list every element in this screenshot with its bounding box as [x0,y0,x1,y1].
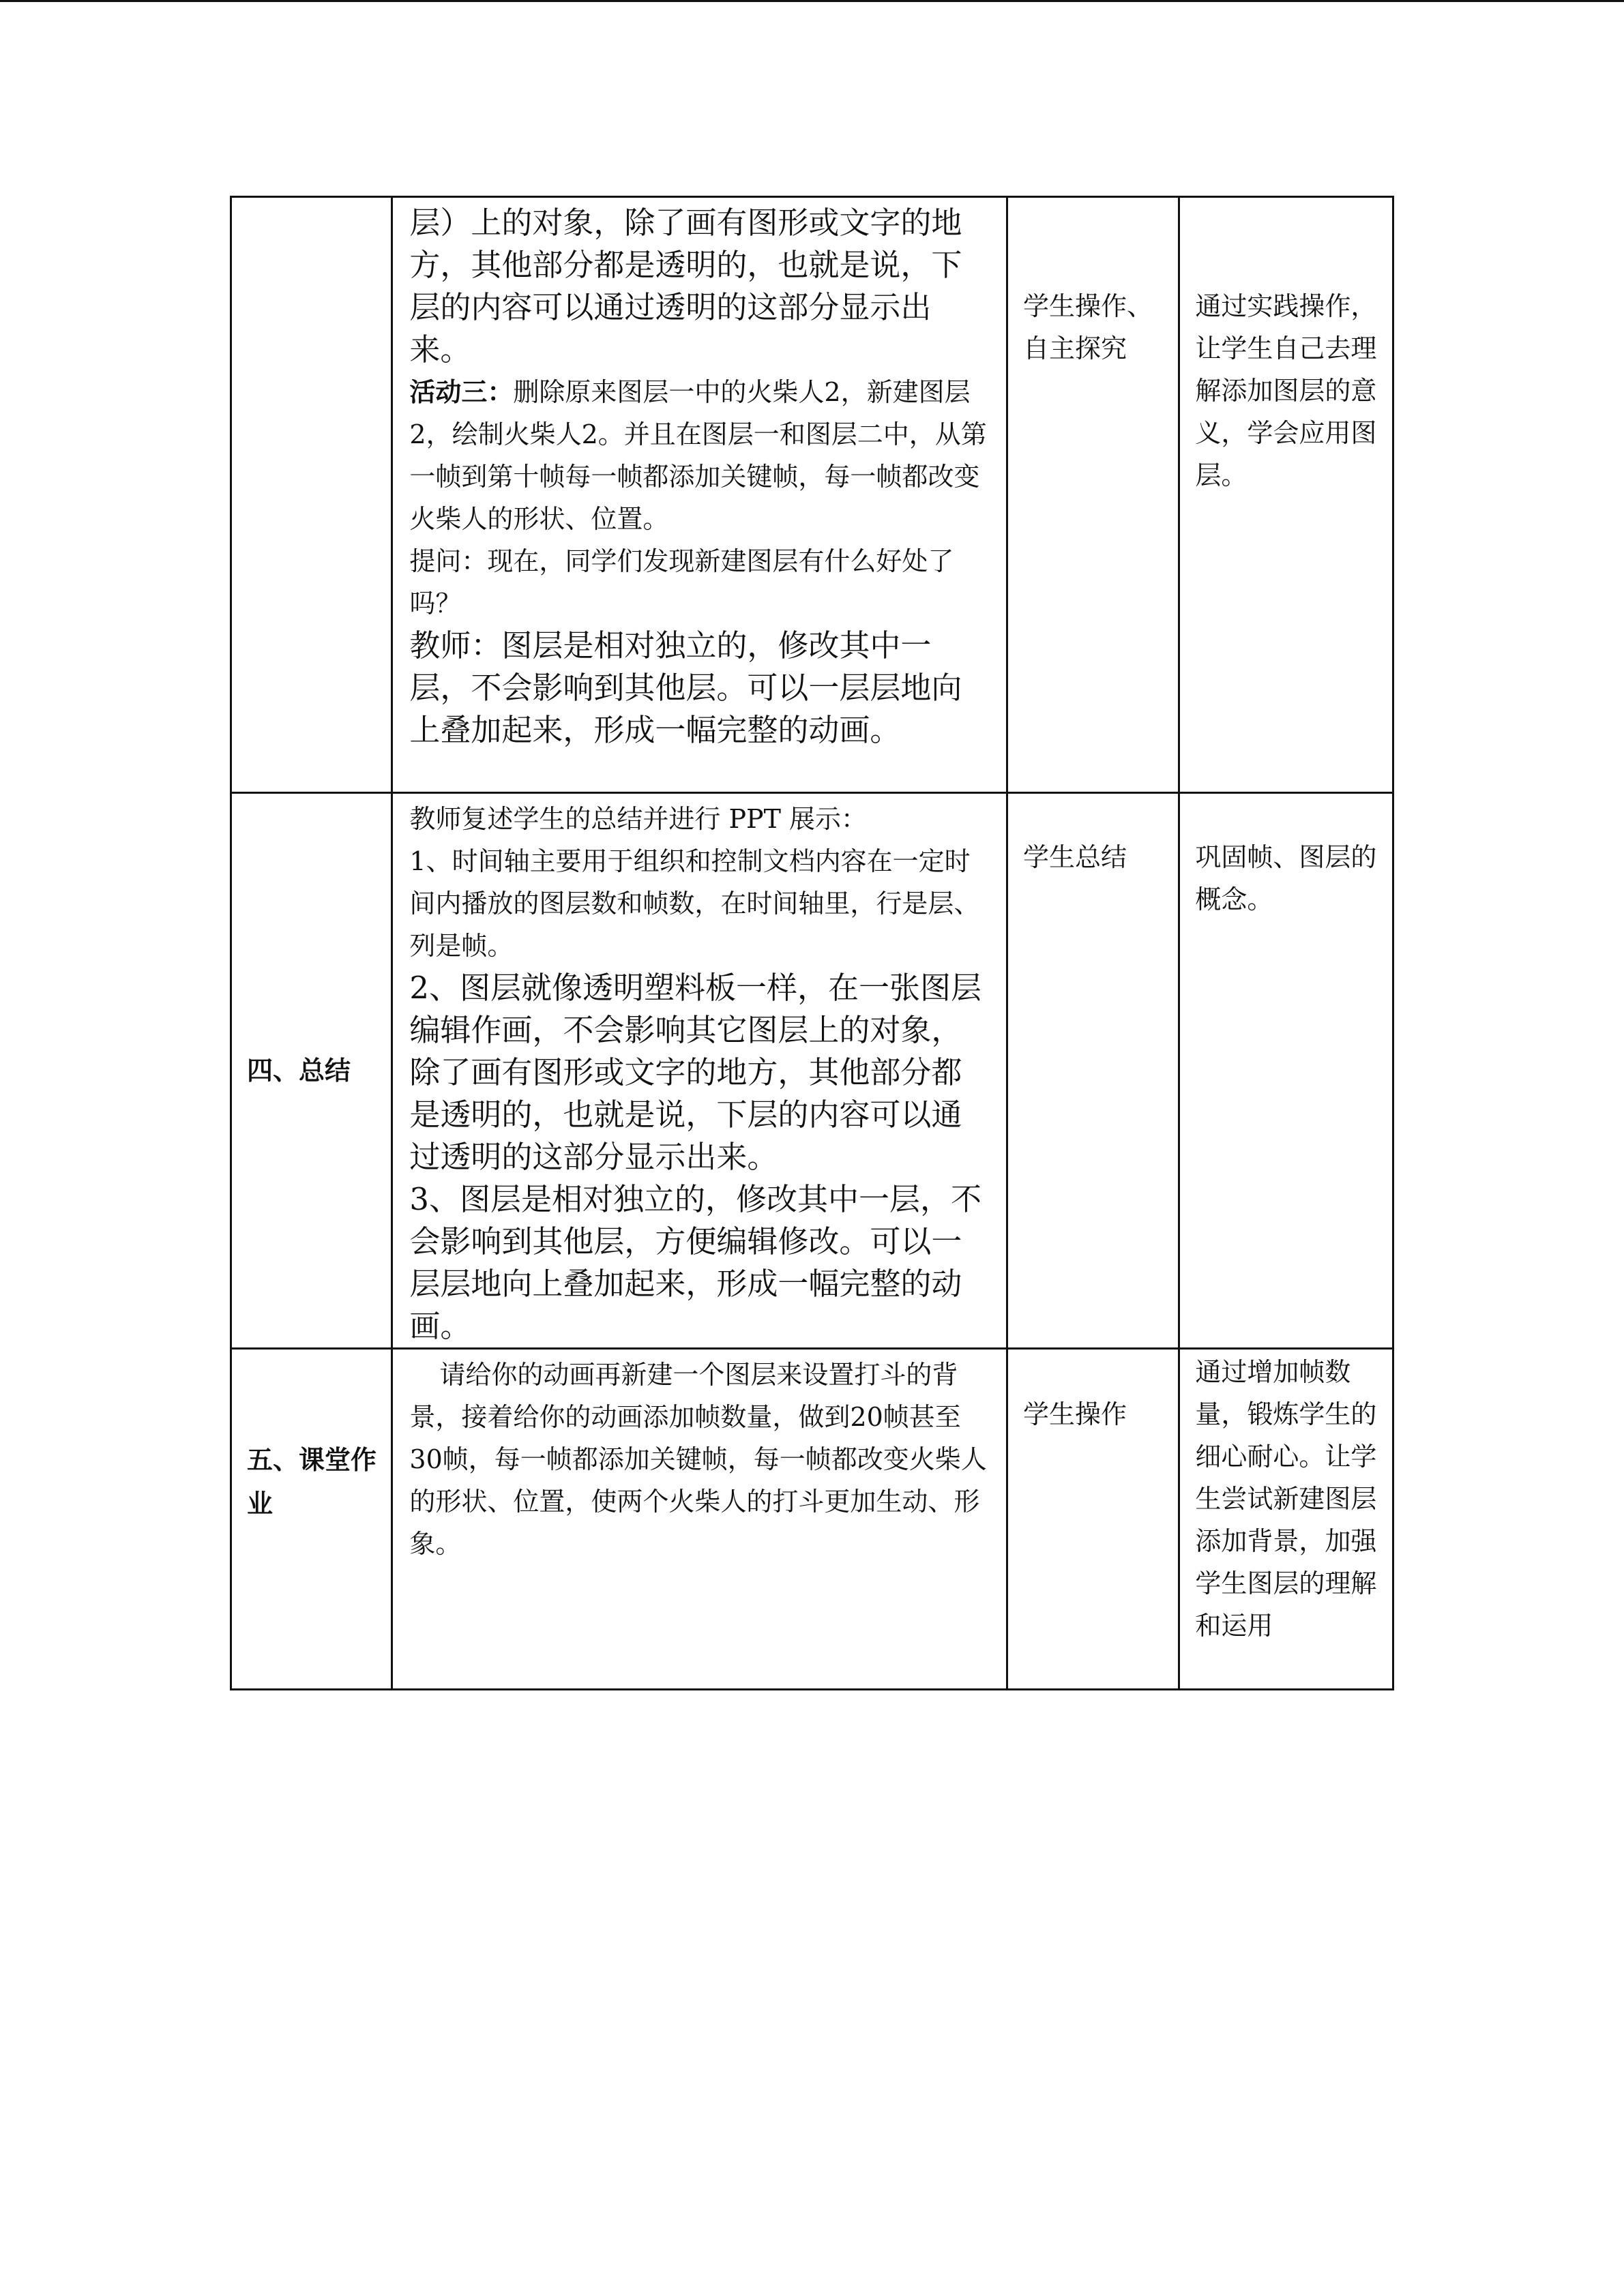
summary-point-1: 1、时间轴主要用于组织和控制文档内容在一定时间内播放的图层数和帧数，在时间轴里，行是层、列是帧。 [409,846,980,961]
homework-task: 请给你的动画再新建一个图层来设置打斗的背景，接着给你的动画添加帧数量，做到20帧甚至30帧，每一帧都添加关键帧，每一帧都改变火柴人的形状、位置，使两个火柴人的打斗更加生动、形象。 [409,1360,987,1559]
summary-point-3: 3、图层是相对独立的，修改其中一层，不会影响到其他层，方便编辑修改。可以一层层地向上叠加起来，形成一幅完整的动画。 [409,1181,982,1344]
stage-cell [231,197,392,793]
content-paragraph: 层）上的对象，除了画有图形或文字的地方，其他部分都是透明的，也就是说，下层的内容可以通过透明的这部分显示出来。 [409,205,962,368]
student-activity-text: 学生总结 [1022,842,1127,872]
design-intent-text: 巩固帧、图层的概念。 [1195,842,1377,914]
design-intent-cell [1179,197,1393,793]
student-activity-cell [1007,793,1179,1349]
summary-point-2: 2、图层就像透明塑料板一样，在一张图层编辑作画，不会影响其它图层上的对象，除了画有图形或文字的地方，其他部分都是透明的，也就是说，下层的内容可以通过透明的这部分显示出来。 [409,970,982,1175]
activity-paragraph [409,371,991,540]
activity-label: 活动三： [409,377,514,407]
content-cell [392,793,1007,1349]
question-paragraph: 提问：现在，同学们发现新建图层有什么好处了吗？ [409,546,954,618]
design-intent-cell [1179,1349,1393,1690]
page-top-border [0,0,1624,2]
student-activity-cell [1007,1349,1179,1690]
stage-cell: 五、课堂作业 [231,1349,392,1690]
lesson-plan-table [230,196,1394,1690]
design-intent-text: 通过实践操作，让学生自己去理解添加图层的意义，学会应用图层。 [1195,291,1377,490]
activity-text: 删除原来图层一中的火柴人2，新建图层2，绘制火柴人2。并且在图层一和图层二中，从第一帧到第十帧每一帧都添加关键帧，每一帧都改变火柴人的形状、位置。 [409,377,987,534]
table-row [231,197,1393,793]
summary-intro: 教师复述学生的总结并进行 PPT 展示： [409,804,868,834]
stage-cell: 四、总结 [231,793,392,1349]
student-activity-text: 学生操作 [1022,1399,1127,1429]
content-cell [392,1349,1007,1690]
design-intent-text: 通过增加帧数量，锻炼学生的细心耐心。让学生尝试新建图层添加背景，加强学生图层的理解和运用 [1195,1357,1377,1641]
teacher-paragraph: 教师：图层是相对独立的，修改其中一层，不会影响到其他层。可以一层层地向上叠加起来，形成一幅完整的动画。 [409,627,962,748]
student-activity-text: 学生操作、自主探究 [1022,291,1153,363]
table-row [231,1349,1393,1690]
content-cell [392,197,1007,793]
student-activity-cell [1007,197,1179,793]
table-row [231,793,1393,1349]
design-intent-cell [1179,793,1393,1349]
